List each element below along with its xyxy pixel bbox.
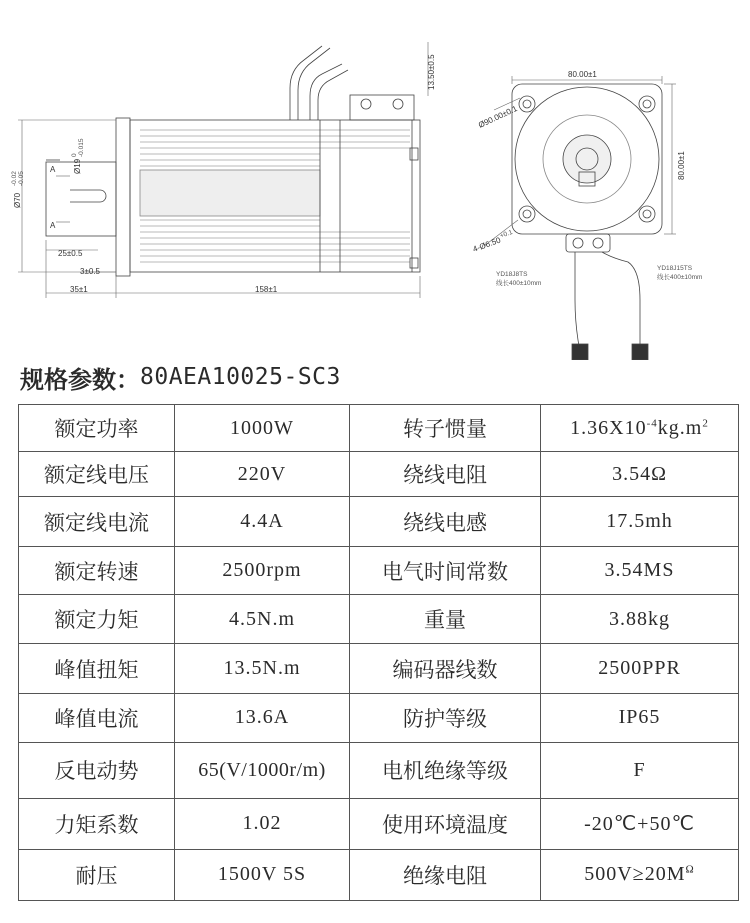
spec-label: 峰值扭矩 [19, 644, 175, 693]
dim-key-width: 25±0.5 [58, 249, 83, 258]
spec-label: 额定力矩 [19, 595, 175, 644]
spec-value: 65(V/1000r/m) [175, 742, 350, 798]
spec-label: 力矩系数 [19, 798, 175, 849]
table-row [19, 547, 739, 595]
insulation-value: 500V≥20M [584, 863, 686, 886]
spec-label: 额定线电流 [19, 497, 175, 547]
section-mark-bottom: A [50, 221, 56, 230]
cable-right [602, 252, 640, 352]
dim-shaft-dia: Ø19 [73, 158, 82, 174]
spec-label: 重量 [350, 595, 541, 644]
spec-value: 17.5mh [541, 497, 739, 547]
dim-pilot-tol-upper: -0.02 [11, 171, 18, 186]
table-row [19, 742, 739, 798]
spec-label: 编码器线数 [350, 644, 541, 693]
motor-dimension-drawing [0, 0, 750, 360]
spec-value: 13.6A [175, 693, 350, 742]
dim-pcd: Ø90.00±0.1 [477, 104, 519, 130]
side-view [46, 46, 420, 276]
spec-value: 2500rpm [175, 547, 350, 595]
connector-box [350, 95, 414, 120]
drawing-svg [0, 0, 750, 360]
spec-value: 3.88kg [541, 595, 739, 644]
table-row [19, 497, 739, 547]
spec-label: 绕线电阻 [350, 452, 541, 497]
dim-shaft-len: 35±1 [70, 285, 88, 294]
spec-value: IP65 [541, 693, 739, 742]
table-row [19, 849, 739, 900]
dim-connector-h: 13.50±0.5 [427, 54, 436, 90]
table-row [19, 452, 739, 497]
table-row [19, 798, 739, 849]
cable-right-model: YD18J15TS [657, 265, 693, 272]
mount-hole-1 [519, 96, 535, 112]
table-row [19, 693, 739, 742]
inertia-base: 1.36X10 [570, 416, 647, 439]
spec-heading [20, 360, 341, 394]
mount-hole-2 [639, 96, 655, 112]
spec-label: 额定功率 [19, 405, 175, 452]
spec-value: 3.54MS [541, 547, 739, 595]
mount-hole-4 [639, 206, 655, 222]
cable-left-model: YD18J8TS [496, 271, 528, 278]
spec-label: 绝缘电阻 [350, 849, 541, 900]
spec-value [541, 405, 739, 452]
spec-label: 反电动势 [19, 742, 175, 798]
spec-value [541, 849, 739, 900]
front-view [512, 84, 662, 360]
dim-flange-thk: 3±0.5 [80, 267, 100, 276]
spec-value: F [541, 742, 739, 798]
spec-model-number: 80AEA10025-SC3 [140, 364, 341, 390]
spec-value: 13.5N.m [175, 644, 350, 693]
dim-holes-tol: +0.1 [499, 228, 514, 240]
spec-label: 防护等级 [350, 693, 541, 742]
spec-value: 4.5N.m [175, 595, 350, 644]
spec-label: 峰值电流 [19, 693, 175, 742]
spec-value: -20℃+50℃ [541, 798, 739, 849]
keyway [70, 190, 106, 202]
dim-pilot-tol-lower: -0.05 [18, 171, 25, 186]
dim-front-width: 80.00±1 [568, 70, 597, 79]
inertia-unit-exponent: 2 [702, 416, 709, 429]
spec-label: 电机绝缘等级 [350, 742, 541, 798]
cable-left [575, 252, 580, 352]
spec-value: 3.54Ω [541, 452, 739, 497]
spec-table [18, 404, 739, 901]
spec-value: 4.4A [175, 497, 350, 547]
spec-label: 电气时间常数 [350, 547, 541, 595]
spec-value: 2500PPR [541, 644, 739, 693]
cable-1 [290, 46, 322, 120]
insulation-unit: Ω [685, 863, 695, 876]
spec-label: 额定转速 [19, 547, 175, 595]
section-mark-top: A [50, 165, 56, 174]
spec-value: 1.02 [175, 798, 350, 849]
mount-hole-3 [519, 206, 535, 222]
flange [116, 118, 130, 276]
spec-label: 额定线电压 [19, 452, 175, 497]
spec-label: 绕线电感 [350, 497, 541, 547]
dim-holes: 4-Ø6.50 [471, 235, 502, 254]
inertia-exponent: -4 [646, 416, 658, 429]
spec-heading-label: 规格参数： [20, 365, 140, 394]
dim-front-height: 80.00±1 [677, 151, 686, 180]
table-row [19, 405, 739, 452]
spec-value: 220V [175, 452, 350, 497]
cable-left-length: 线长400±10mm [496, 280, 542, 287]
shaft-end [563, 135, 611, 183]
connector-block [566, 234, 610, 252]
table-row [19, 595, 739, 644]
spec-value: 1000W [175, 405, 350, 452]
dim-pilot-dia: Ø70 [13, 192, 22, 208]
table-row [19, 644, 739, 693]
spec-value: 1500V 5S [175, 849, 350, 900]
spec-label: 耐压 [19, 849, 175, 900]
dim-body-len: 158±1 [255, 285, 278, 294]
spec-label: 使用环境温度 [350, 798, 541, 849]
spec-label: 转子惯量 [350, 405, 541, 452]
inertia-unit: kg.m [657, 416, 703, 439]
dim-shaft-tol-upper: 0 [71, 153, 78, 157]
cable-right-length: 线长400±10mm [657, 274, 703, 281]
dim-shaft-tol-lower: -0.015 [78, 138, 85, 157]
